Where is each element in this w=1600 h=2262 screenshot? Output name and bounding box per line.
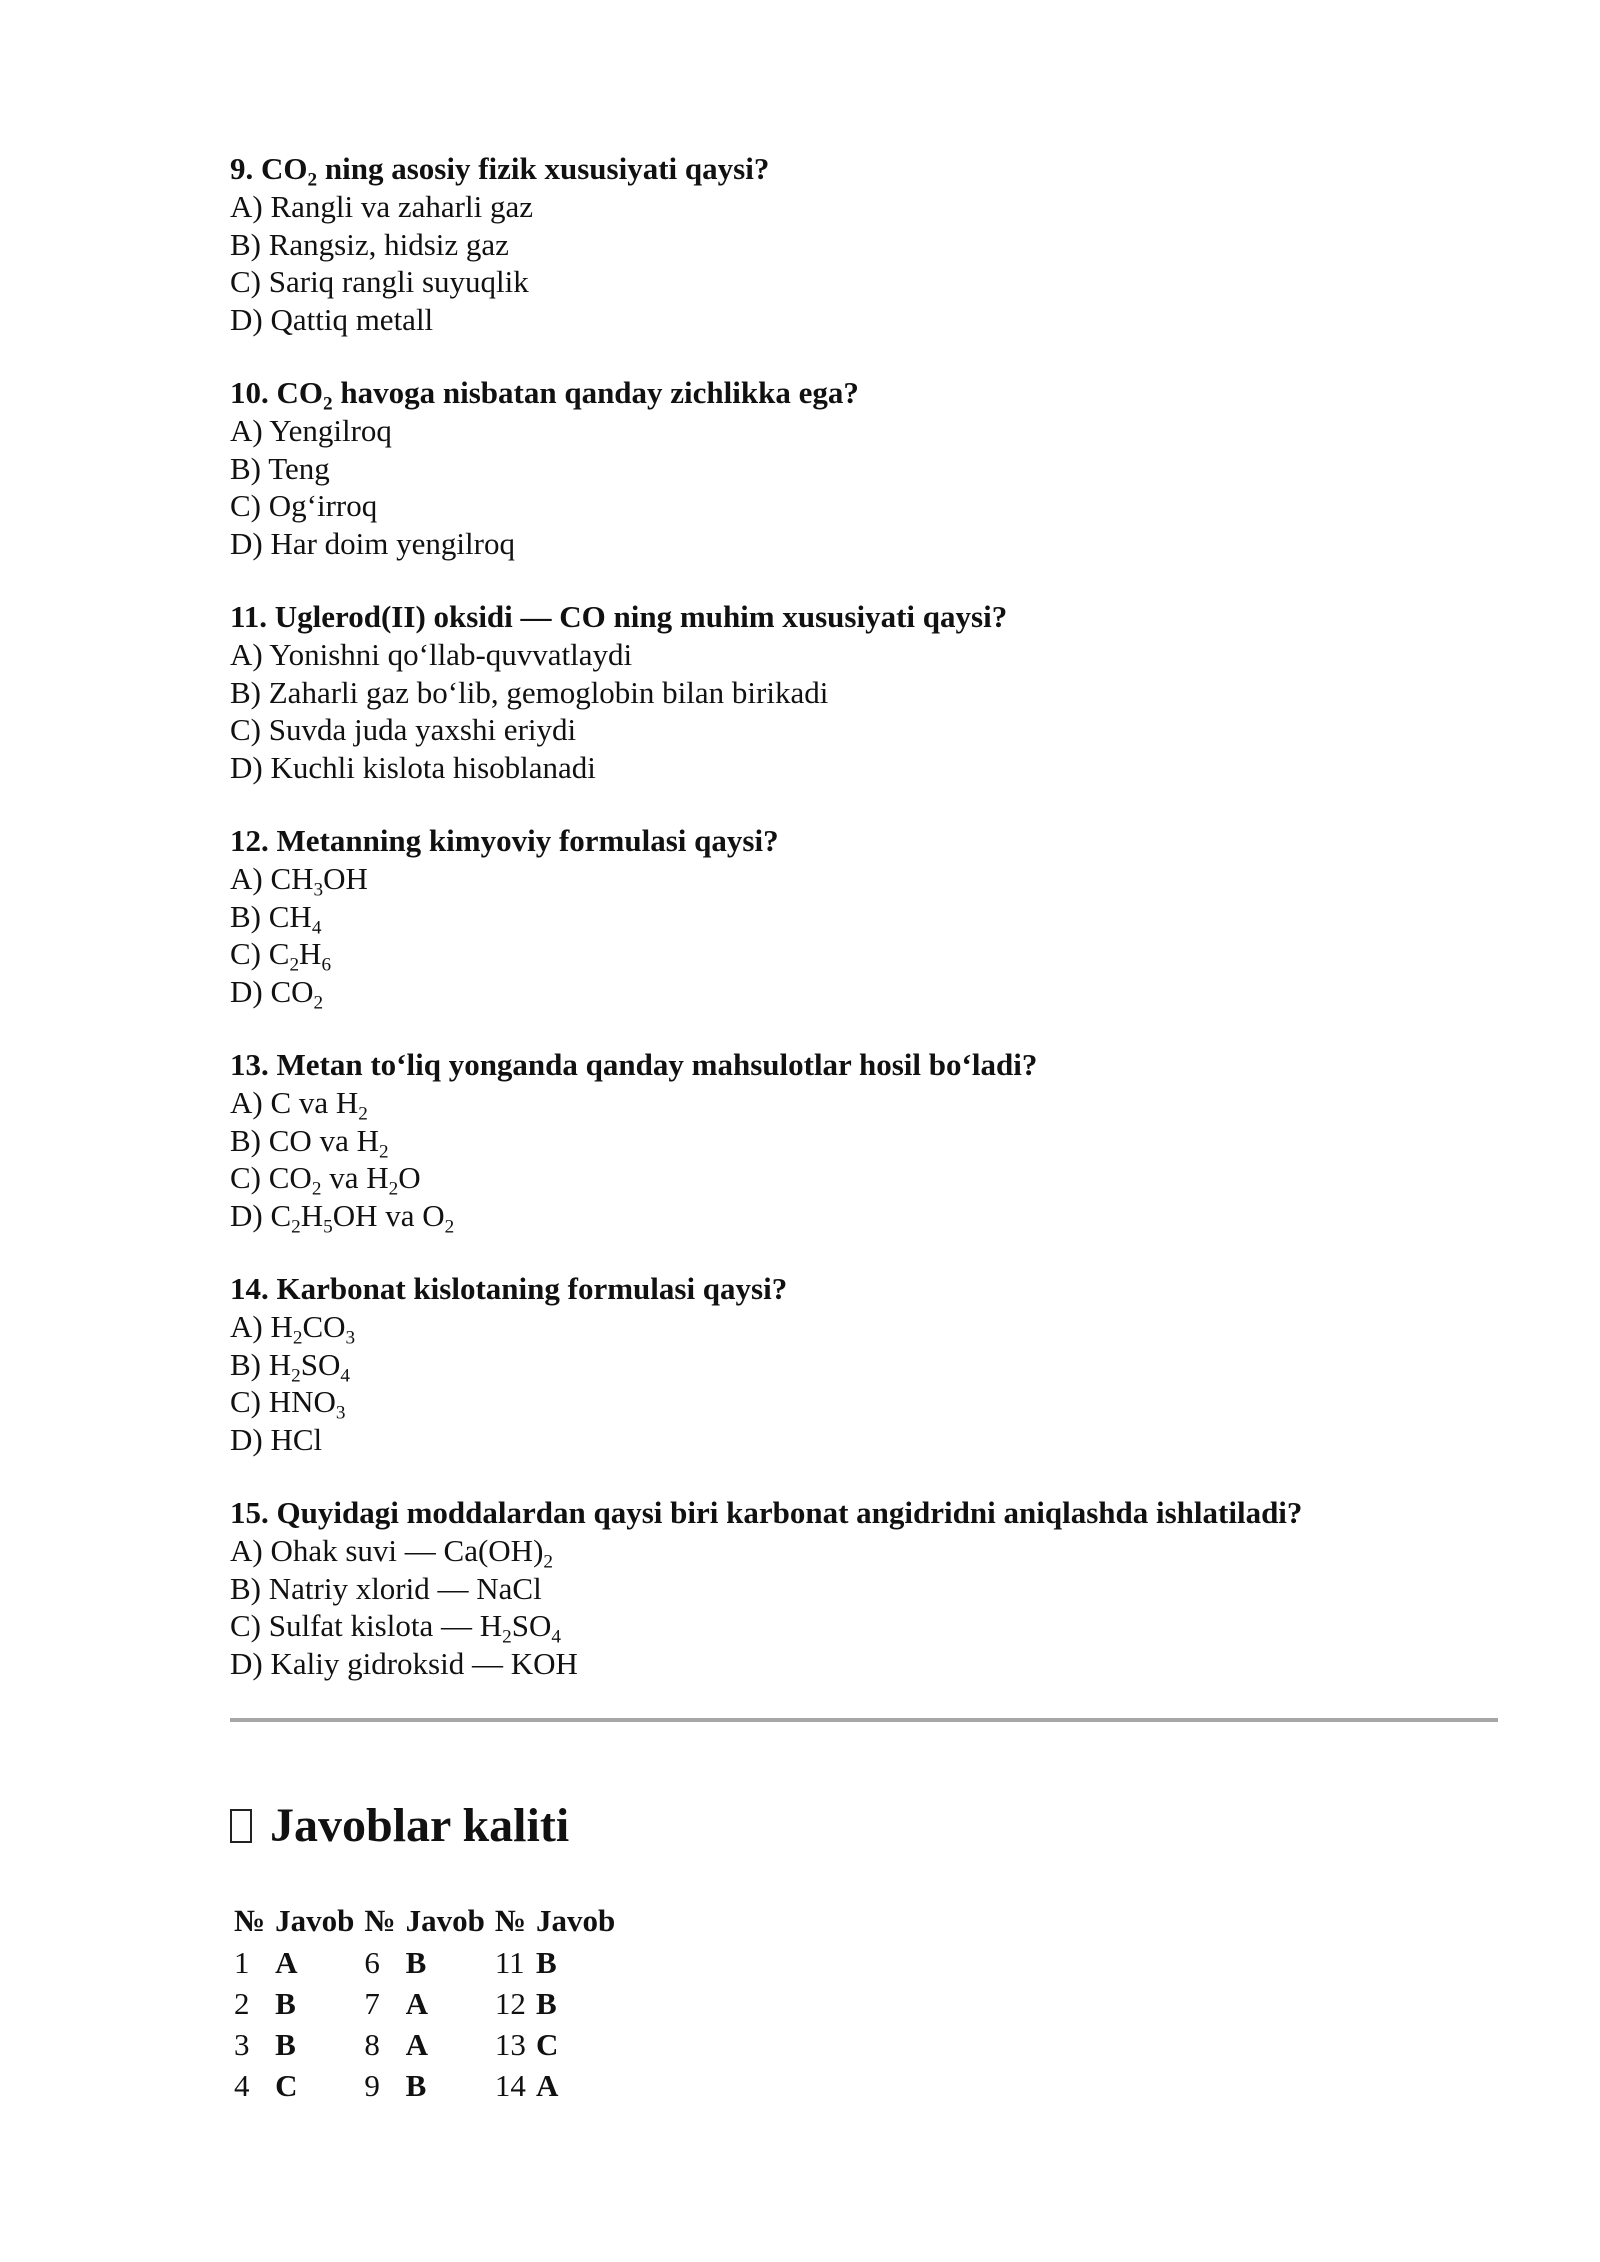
answer-option: A) Yengilroq — [230, 413, 392, 448]
question-block — [230, 1046, 1500, 1238]
answer-option: D) Kuchli kislota hisoblanadi — [230, 749, 596, 785]
answer-option: A) Rangli va zaharli gaz — [230, 189, 533, 224]
question-title: 12. Metanning kimyoviy formulasi qaysi? — [230, 823, 779, 858]
question-number-cell: 13 — [494, 2026, 526, 2062]
document-page — [230, 150, 1500, 2106]
answer-key-heading — [230, 1796, 1500, 1856]
answer-key-body — [230, 1942, 621, 2106]
answer-option: B) $CH_4$ — [230, 898, 322, 939]
question-title: 9. $CO_2$ ning asosiy fizik xususiyati qaysi? — [230, 151, 770, 191]
answer-key-table — [230, 1900, 621, 2106]
question-title: 11. Uglerod(II) oksidi — CO ning muhim xususiyati qaysi? — [230, 599, 1008, 634]
answer-option: C) Og‘irroq — [230, 488, 378, 523]
question-number-cell: 4 — [234, 2067, 250, 2103]
answer-option: B) $H_2SO_4$ — [230, 1346, 350, 1387]
question-block — [230, 598, 1500, 786]
missing-glyph-icon — [230, 1809, 252, 1843]
answer-option: D) HCl — [230, 1421, 323, 1457]
header-number: № — [234, 1903, 266, 1938]
horizontal-divider — [230, 1718, 1498, 1722]
answer-option: A) C va $H_2$ — [230, 1085, 368, 1125]
answer-key-title: Javoblar kaliti — [270, 1799, 570, 1852]
answer-option: D) $C_2H_5OH$ va $O_2$ — [230, 1197, 455, 1238]
answer-letter-cell: A — [405, 1985, 428, 2021]
question-title: 14. Karbonat kislotaning formulasi qaysi? — [230, 1271, 788, 1306]
question-number-cell: 3 — [234, 2026, 250, 2062]
question-number-cell: 8 — [364, 2026, 380, 2062]
answer-option: C) $HNO_3$ — [230, 1384, 346, 1424]
question-block — [230, 1270, 1500, 1458]
answer-option: A) $CH_3OH$ — [230, 861, 368, 901]
answer-option: B) Zaharli gaz bo‘lib, gemoglobin bilan birikadi — [230, 674, 829, 710]
question-title: 10. $CO_2$ havoga nisbatan qanday zichlikka ega? — [230, 375, 859, 415]
question-number-cell: 12 — [494, 1985, 526, 2021]
question-block — [230, 822, 1500, 1014]
answer-key-row — [230, 1942, 621, 1983]
answer-option: A) Ohak suvi — $Ca(OH)_2$ — [230, 1533, 553, 1573]
answer-option: D) Har doim yengilroq — [230, 525, 515, 561]
question-title: 15. Quyidagi moddalardan qaysi biri karbonat angidridni aniqlashda ishlatiladi? — [230, 1495, 1303, 1530]
answer-letter-cell: B — [275, 1985, 296, 2021]
answer-letter-cell: B — [405, 1944, 427, 1980]
answer-letter-cell: A — [405, 2026, 428, 2062]
header-answer: Javob — [535, 1903, 616, 1938]
answer-letter-cell: C — [275, 2067, 298, 2103]
question-number-cell: 1 — [234, 1944, 250, 1980]
question-block — [230, 150, 1500, 338]
answer-option: B) CO va $H_2$ — [230, 1122, 389, 1163]
answer-option: B) Rangsiz, hidsiz gaz — [230, 226, 509, 262]
answer-option: C) Sulfat kislota — $H_2SO_4$ — [230, 1608, 561, 1648]
question-number-cell: 9 — [364, 2067, 380, 2103]
answer-option: C) $CO_2$ va $H_2O$ — [230, 1160, 421, 1200]
header-answer: Javob — [405, 1903, 485, 1938]
question-block — [230, 374, 1500, 562]
question-number-cell: 2 — [234, 1985, 250, 2021]
answer-option: D) Kaliy gidroksid — KOH — [230, 1645, 578, 1681]
header-answer: Javob — [275, 1903, 355, 1938]
question-number-cell: 14 — [494, 2067, 526, 2103]
question-number-cell: 11 — [494, 1944, 525, 1980]
answer-letter-cell: B — [535, 1944, 557, 1980]
answer-letter-cell: B — [405, 2067, 427, 2103]
answer-option: C) Sariq rangli suyuqlik — [230, 264, 529, 299]
answer-option: A) $H_2CO_3$ — [230, 1309, 356, 1349]
question-block — [230, 1494, 1500, 1682]
answer-letter-cell: B — [535, 1985, 557, 2021]
answer-key-row — [230, 2024, 621, 2065]
answer-key-row — [230, 2065, 621, 2106]
answer-letter-cell: A — [535, 2067, 559, 2103]
answer-option: C) Suvda juda yaxshi eriydi — [230, 712, 577, 747]
header-number: № — [494, 1903, 526, 1938]
answer-letter-cell: C — [535, 2026, 559, 2062]
answer-option: A) Yonishni qo‘llab-quvvatlaydi — [230, 637, 633, 672]
answer-option: D) Qattiq metall — [230, 301, 434, 337]
question-list — [230, 150, 1500, 1682]
answer-key-row — [230, 1983, 621, 2024]
answer-key-header-row — [230, 1900, 621, 1942]
question-title: 13. Metan to‘liq yonganda qanday mahsulotlar hosil bo‘ladi? — [230, 1047, 1038, 1082]
header-number: № — [364, 1903, 396, 1938]
answer-letter-cell: A — [275, 1944, 298, 1980]
answer-option: D) $CO_2$ — [230, 973, 324, 1014]
answer-letter-cell: B — [275, 2026, 296, 2062]
answer-option: B) Teng — [230, 450, 330, 486]
answer-option: B) Natriy xlorid — NaCl — [230, 1570, 542, 1606]
question-number-cell: 6 — [364, 1944, 380, 1980]
question-number-cell: 7 — [364, 1985, 380, 2021]
answer-option: C) $C_2H_6$ — [230, 936, 332, 976]
